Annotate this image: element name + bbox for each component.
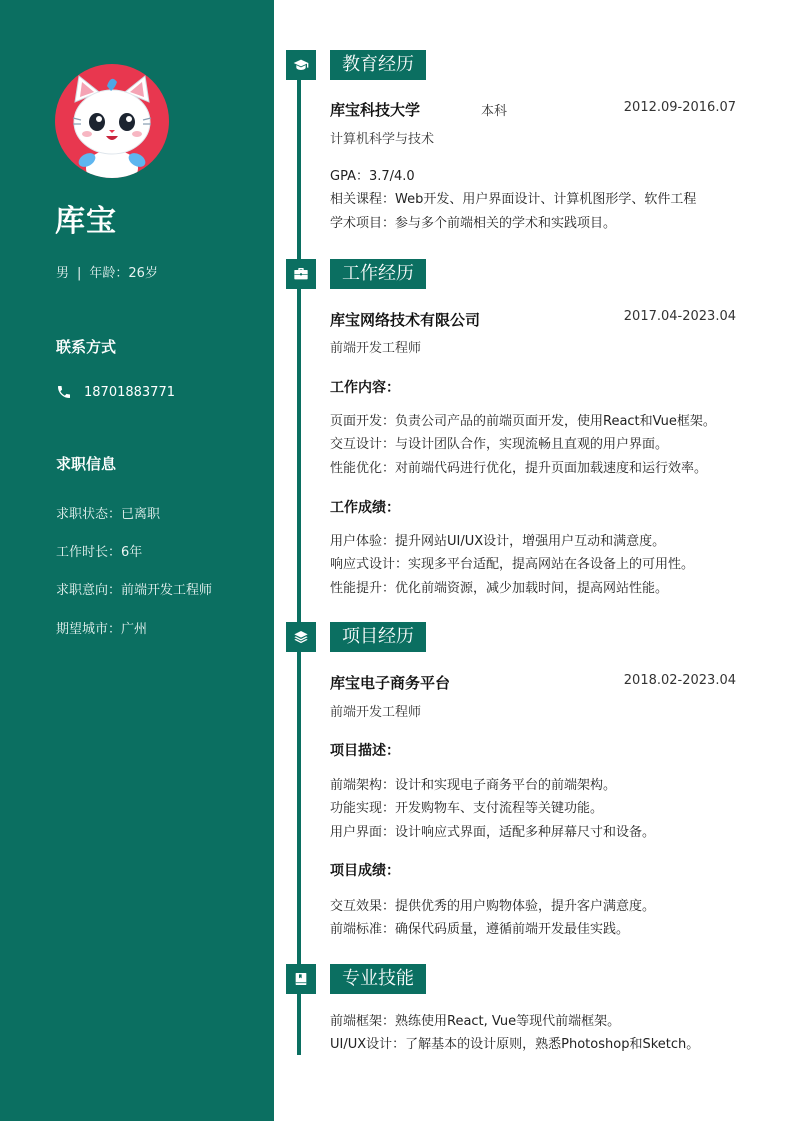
work-result-item: 用户体验：提升网站UI/UX设计，增强用户互动和满意度。 [330, 534, 666, 549]
avatar [55, 64, 169, 178]
work-content-list [330, 410, 716, 480]
project-result-item: 交互效果：提供优秀的用户购物体验，提升客户满意度。 [330, 899, 656, 914]
work-results-heading: 工作成绩： [330, 500, 400, 516]
education-icon-box [286, 50, 316, 80]
project-icon-box [286, 622, 316, 652]
education-title: 教育经历 [330, 50, 426, 80]
project-desc-item: 用户界面：设计响应式界面，适配多种屏幕尺寸和设备。 [330, 824, 656, 840]
project-result-item: 前端标准：确保代码质量，遵循前端开发最佳实践。 [330, 922, 630, 938]
work-result-item: 性能提升：优化前端资源，减少加载时间，提高网站性能。 [330, 580, 669, 596]
timeline-line [297, 66, 301, 1055]
work-title: 工作经历 [330, 259, 426, 289]
project-desc-item: 前端架构：设计和实现电子商务平台的前端架构。 [330, 778, 617, 793]
work-date: 2017.04-2023.04 [623, 309, 736, 324]
phone-icon [56, 384, 72, 400]
work-icon-box [286, 259, 316, 289]
separator: | [77, 266, 82, 281]
skills-list [330, 1010, 699, 1057]
school-name: 库宝科技大学 [330, 101, 421, 119]
project-results-list [330, 895, 655, 942]
education-date: 2012.09-2016.07 [623, 100, 736, 115]
work-content-item: 交互设计：与设计团队合作，实现流畅且直观的用户界面。 [330, 437, 669, 453]
work-role: 前端开发工程师 [330, 341, 422, 356]
expected-city: 期望城市：广州 [56, 622, 148, 637]
phone-number[interactable]: 18701883771 [84, 384, 175, 400]
education-details [330, 165, 696, 235]
gender: 男 [56, 266, 70, 281]
work-duration: 工作时长：6年 [56, 545, 143, 560]
skill-item: UI/UX设计：了解基本的设计原则，熟悉Photoshop和Sketch。 [330, 1037, 700, 1053]
skill-item: 前端框架：熟练使用React, Vue等现代前端框架。 [330, 1014, 621, 1029]
project-desc-item: 功能实现：开发购物车、支付流程等关键功能。 [330, 801, 604, 817]
work-content-item: 性能优化：对前端代码进行优化，提升页面加载速度和运行效率。 [330, 460, 708, 476]
phone-row [56, 384, 175, 400]
sidebar [0, 0, 274, 1121]
degree: 本科 [481, 104, 508, 119]
cat-mascot-avatar-icon [55, 64, 169, 178]
layers-icon [293, 629, 309, 645]
project-date: 2018.02-2023.04 [623, 673, 736, 688]
job-status: 求职状态：已离职 [56, 507, 161, 522]
skills-icon-box [286, 964, 316, 994]
work-content-heading: 工作内容： [330, 380, 400, 396]
candidate-name: 库宝 [55, 204, 117, 239]
project-desc-heading: 项目描述： [330, 743, 400, 759]
project-results-heading: 项目成绩： [330, 863, 400, 879]
project-role: 前端开发工程师 [330, 705, 422, 720]
job-intention: 求职意向：前端开发工程师 [56, 583, 213, 598]
contact-heading: 联系方式 [56, 338, 117, 356]
education-line: 相关课程：Web开发、用户界面设计、计算机图形学、软件工程 [330, 192, 697, 208]
book-icon [293, 971, 309, 987]
education-line: 学术项目：参与多个前端相关的学术和实践项目。 [330, 215, 617, 231]
project-title: 项目经历 [330, 622, 426, 652]
age: 年龄：26岁 [89, 266, 158, 281]
company-name: 库宝网络技术有限公司 [330, 311, 481, 329]
job-heading: 求职信息 [56, 455, 117, 473]
graduation-cap-icon [293, 57, 309, 73]
work-results-list [330, 530, 694, 600]
major: 计算机科学与技术 [330, 132, 435, 147]
work-content-item: 页面开发：负责公司产品的前端页面开发，使用React和Vue框架。 [330, 414, 716, 429]
education-line: GPA：3.7/4.0 [330, 169, 415, 184]
skills-title: 专业技能 [330, 964, 426, 994]
project-desc-list [330, 774, 655, 844]
work-result-item: 响应式设计：实现多平台适配，提高网站在各设备上的可用性。 [330, 557, 695, 573]
project-name: 库宝电子商务平台 [330, 674, 451, 692]
briefcase-icon [293, 266, 309, 282]
basic-info [56, 262, 158, 281]
